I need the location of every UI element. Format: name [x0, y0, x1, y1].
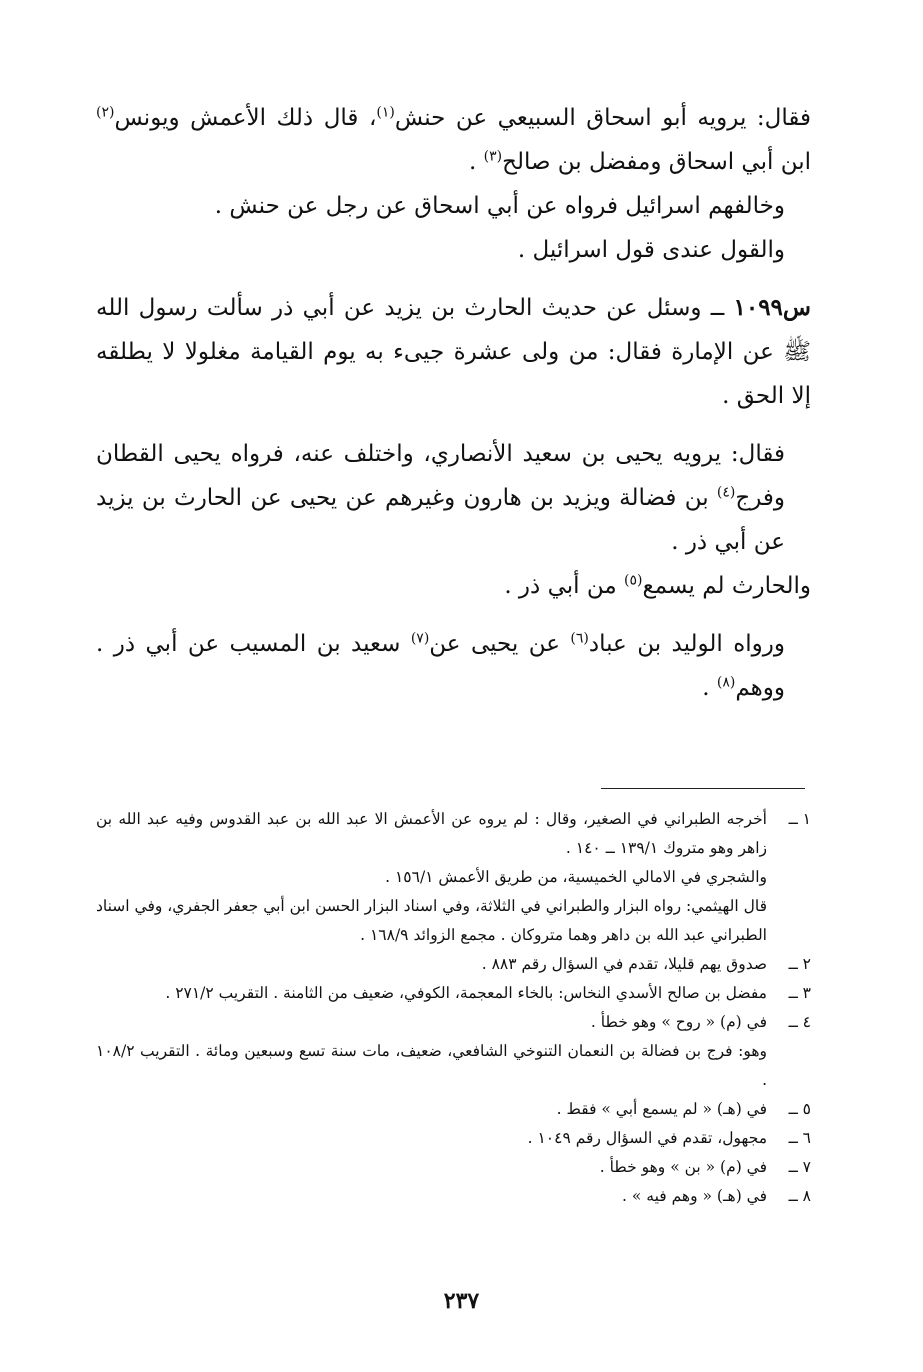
text-run: والحارث لم يسمع — [642, 573, 811, 599]
footnote-number: ٥ ــ — [788, 1100, 811, 1118]
footnote-number: ٦ ــ — [788, 1129, 811, 1147]
footnote-number: ٢ ــ — [788, 955, 811, 973]
text-run: عن يحيى عن — [429, 631, 571, 657]
text-run: ابن أبي اسحاق ومفضل بن صالح — [502, 149, 811, 175]
footnote-text: في (هـ) « وهم فيه » . — [622, 1187, 767, 1205]
text-run: من أبي ذر . — [504, 573, 625, 599]
page-number: ٢٣٧ — [443, 1288, 480, 1314]
text-run: . — [469, 149, 484, 175]
footnote-ref-4[interactable]: (٤) — [716, 484, 736, 501]
paragraph-walid — [96, 622, 811, 710]
paragraph-answer-1 — [96, 96, 811, 184]
footnote-ref-5[interactable]: (٥) — [624, 572, 643, 589]
footnote-ref-2[interactable]: (٢) — [96, 104, 115, 121]
footnote-1-continuation: والشجري في الامالي الخميسية، من طريق الأعمش ١٥٦/١ . — [385, 868, 767, 886]
footnote-text: في (م) « روح » وهو خطأ . — [590, 1013, 767, 1031]
footnote-number: ٨ ــ — [788, 1187, 811, 1205]
footnote-number: ٤ ــ — [788, 1013, 811, 1031]
footnote-6 — [96, 1124, 811, 1153]
footnote-text: مجهول، تقدم في السؤال رقم ١٠٤٩ . — [527, 1129, 767, 1147]
footnote-2 — [96, 950, 811, 979]
footnote-number: ٣ ــ — [788, 984, 811, 1002]
footnote-1 — [96, 805, 811, 863]
footnote-text: مفضل بن صالح الأسدي النخاس: بالخاء المعجمة، الكوفي، ضعيف من الثامنة . التقريب ٢٧١/٢ . — [165, 984, 767, 1002]
footnote-ref-8[interactable]: (٨) — [716, 674, 736, 691]
text-run: بن فضالة ويزيد بن هارون وغيرهم عن يحيى عن الحارث بن يزيد عن أبي ذر . — [96, 485, 785, 555]
footnote-ref-1[interactable]: (١) — [376, 104, 395, 121]
footnote-4-continuation: وهو: فرج بن فضالة بن النعمان التنوخي الشافعي، ضعيف، مات سنة تسع وسبعين ومائة . التقريب ١٠٨/٢ . — [96, 1042, 767, 1089]
footnote-ref-3[interactable]: (٣) — [483, 148, 503, 165]
text-run: فقال: يرويه أبو اسحاق السبيعي عن حنش — [394, 105, 811, 131]
footnote-1-continuation: قال الهيثمي: رواه البزار والطبراني في الثلاثة، وفي اسناد البزار الحسن ابن أبي جعفر الجفري، وفي اسناد الطبراني عبد الله بن داهر وهما متروكان . مجمع الزوائد ١٦٨/٩ . — [96, 897, 767, 944]
question-paragraph — [96, 286, 811, 418]
footnote-divider — [601, 788, 805, 789]
text-run: سعيد بن المسيب عن أبي ذر . ووهم — [96, 631, 785, 701]
text-run: ، قال ذلك الأعمش ويونس — [114, 105, 377, 131]
footnote-number: ١ ــ — [788, 810, 811, 828]
paragraph-dissent: وخالفهم اسرائيل فرواه عن أبي اسحاق عن رجل عن حنش . — [214, 193, 785, 219]
paragraph-opinion: والقول عندى قول اسرائيل . — [517, 237, 785, 263]
footnote-3 — [96, 979, 811, 1008]
text-run: . — [702, 675, 717, 701]
footnote-8 — [96, 1182, 811, 1211]
footnote-ref-7[interactable]: (٧) — [410, 630, 430, 647]
question-number: س١٠٩٩ — [733, 294, 811, 321]
footnote-number: ٧ ــ — [788, 1158, 811, 1176]
footnote-text: أخرجه الطبراني في الصغير، وقال : لم يروه عن الأعمش الا عبد الله بن عبد القدوس وفيه عبد الله بن زاهر وهو متروك ١٣٩/١ ــ ١٤٠ . — [96, 810, 767, 857]
footnote-ref-6[interactable]: (٦) — [570, 630, 589, 647]
footnote-text: في (هـ) « لم يسمع أبي » فقط . — [556, 1100, 767, 1118]
footnote-5 — [96, 1095, 811, 1124]
footnote-4 — [96, 1008, 811, 1037]
footnote-7 — [96, 1153, 811, 1182]
footnotes — [96, 805, 811, 1211]
main-text — [96, 96, 811, 710]
question-text: ــ وسئل عن حديث الحارث بن يزيد عن أبي ذر سألت رسول الله ﷺ عن الإمارة فقال: من ولى عشرة جيىء به يوم القيامة مغلولا لا يطلقه إلا الحق . — [96, 295, 811, 409]
footnote-text: في (م) « بن » وهو خطأ . — [599, 1158, 767, 1176]
text-run: فقال: يرويه يحيى بن سعيد الأنصاري، واختلف عنه، فرواه يحيى القطان وفرج — [96, 441, 785, 511]
text-run: ورواه الوليد بن عباد — [588, 631, 786, 657]
paragraph-answer-2 — [96, 432, 811, 564]
footnote-text: صدوق يهم قليلا، تقدم في السؤال رقم ٨٨٣ . — [481, 955, 767, 973]
paragraph-harith — [96, 564, 811, 608]
